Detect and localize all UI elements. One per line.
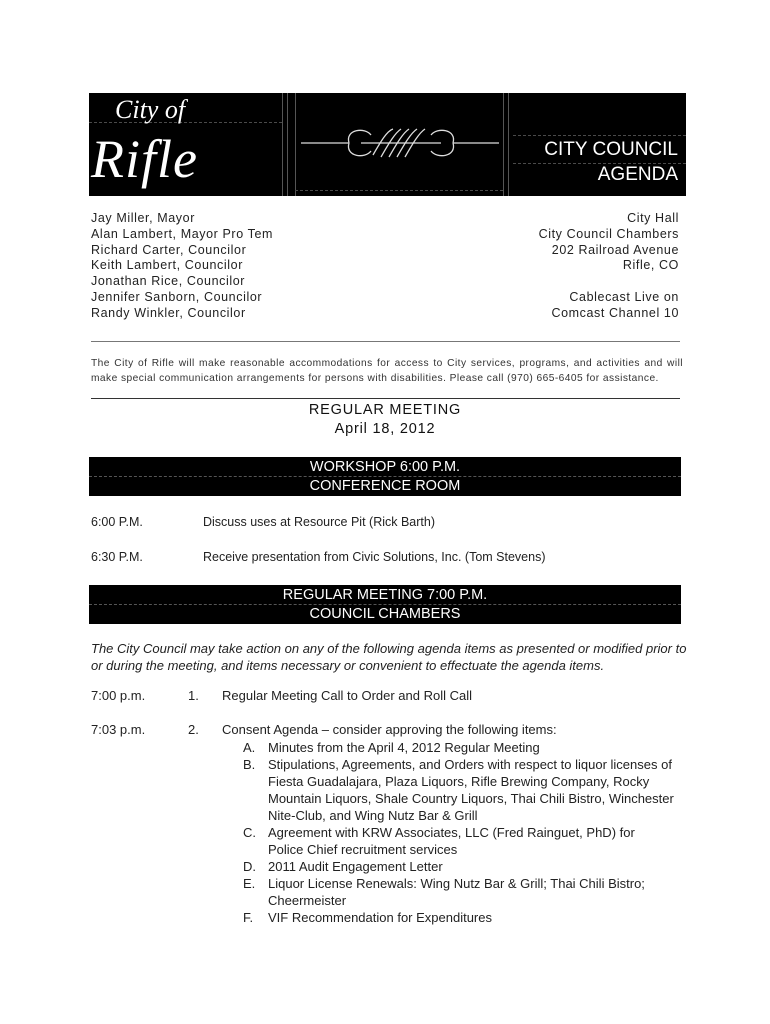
- consent-letter: B.: [243, 757, 256, 772]
- consent-letter: C.: [243, 825, 256, 840]
- header-banner: [89, 93, 686, 196]
- consent-item: [243, 739, 693, 756]
- regular-meeting-title: REGULAR MEETING 7:00 P.M.: [282, 587, 488, 603]
- logo-city-of: City of: [115, 95, 186, 124]
- agenda-time: 7:03 p.m.: [91, 722, 146, 737]
- schedule-row: [0, 515, 770, 533]
- consent-text: VIF Recommendation for Expenditures: [268, 910, 492, 925]
- location-line: 202 Railroad Avenue: [551, 242, 679, 257]
- agenda-title-line1: CITY COUNCIL: [544, 139, 678, 160]
- location-line: City Hall: [627, 211, 679, 225]
- meeting-type: REGULAR MEETING: [308, 402, 462, 418]
- council-member: Richard Carter, Councilor: [91, 242, 247, 257]
- consent-text: Liquor License Renewals: Wing Nutz Bar & Grill; Thai Chili Bistro; Cheermeister: [268, 876, 645, 908]
- cablecast-line: Cablecast Live on: [569, 289, 679, 304]
- consent-letter: F.: [243, 910, 254, 925]
- divider: [91, 341, 680, 342]
- workshop-title: WORKSHOP 6:00 P.M.: [309, 459, 461, 475]
- logo-rifle: Rifle: [91, 129, 198, 189]
- consent-item: [243, 909, 693, 926]
- council-member: Jonathan Rice, Councilor: [91, 274, 246, 289]
- schedule-desc: Receive presentation from Civic Solutions, Inc. (Tom Stevens): [203, 550, 546, 564]
- consent-text: Agreement with KRW Associates, LLC (Fred Rainguet, PhD) for Police Chief recruitment services: [268, 825, 635, 857]
- agenda-number: 2.: [188, 722, 199, 737]
- location-line: Rifle, CO: [622, 258, 679, 273]
- meeting-date: April 18, 2012: [334, 421, 436, 437]
- consent-letter: D.: [243, 859, 256, 874]
- agenda-item: [0, 722, 770, 740]
- regular-meeting-room: COUNCIL CHAMBERS: [89, 604, 681, 623]
- workshop-room: CONFERENCE ROOM: [89, 476, 681, 495]
- consent-text: Stipulations, Agreements, and Orders with respect to liquor licenses of Fiesta Guadalajara, Plaza Liquors, Rifle Brewing Company, Rocky Mountain Liquors, Shale Country Liquors, Thai Chili Bistro, Winchester Nite-Club, and Wing Nutz Bar & Grill: [268, 757, 674, 823]
- agenda-time: 7:00 p.m.: [91, 688, 146, 703]
- workshop-bar: [89, 457, 681, 496]
- schedule-time: 6:30 P.M.: [91, 550, 143, 564]
- consent-text: Minutes from the April 4, 2012 Regular Meeting: [268, 740, 540, 755]
- council-member: Keith Lambert, Councilor: [91, 258, 243, 273]
- accessibility-notice: The City of Rifle will make reasonable accommodations for access to City services, programs, and activities and will make special communication arrangements for persons with disabilities. Please call (970) 665-6405 for assistance.: [91, 358, 683, 384]
- consent-item: [243, 875, 678, 909]
- location-block: [539, 211, 679, 322]
- council-member: Jennifer Sanborn, Councilor: [91, 289, 263, 304]
- consent-item: [243, 824, 668, 858]
- consent-items: [243, 739, 693, 926]
- schedule-time: 6:00 P.M.: [91, 515, 143, 529]
- consent-letter: A.: [243, 740, 256, 755]
- agenda-title: [544, 137, 678, 187]
- council-member: Jay Miller, Mayor: [91, 211, 195, 225]
- schedule-desc: Discuss uses at Resource Pit (Rick Barth): [203, 515, 436, 529]
- consent-text: 2011 Audit Engagement Letter: [268, 859, 443, 874]
- consent-item: [243, 858, 693, 875]
- agenda-title-line2: AGENDA: [597, 164, 678, 185]
- cablecast-line: Comcast Channel 10: [551, 305, 679, 320]
- location-line: City Council Chambers: [538, 226, 679, 241]
- council-member: Alan Lambert, Mayor Pro Tem: [91, 226, 274, 241]
- regular-meeting-bar: [89, 585, 681, 624]
- scroll-ornament-icon: [301, 121, 501, 165]
- council-list: [91, 211, 273, 322]
- meeting-heading: [0, 401, 770, 439]
- schedule-row: [0, 550, 770, 568]
- council-member: Randy Winkler, Councilor: [91, 305, 246, 320]
- agenda-text: Consent Agenda – consider approving the following items:: [222, 722, 557, 737]
- agenda-number: 1.: [188, 688, 199, 703]
- action-note: The City Council may take action on any of the following agenda items as presented or modified prior to or during the meeting, and items necessary or convenient to effectuate the agenda items.: [91, 641, 687, 673]
- agenda-text: Regular Meeting Call to Order and Roll Call: [222, 688, 473, 703]
- consent-item: [243, 756, 678, 824]
- agenda-item: [0, 688, 770, 706]
- divider: [91, 398, 680, 399]
- consent-letter: E.: [243, 876, 256, 891]
